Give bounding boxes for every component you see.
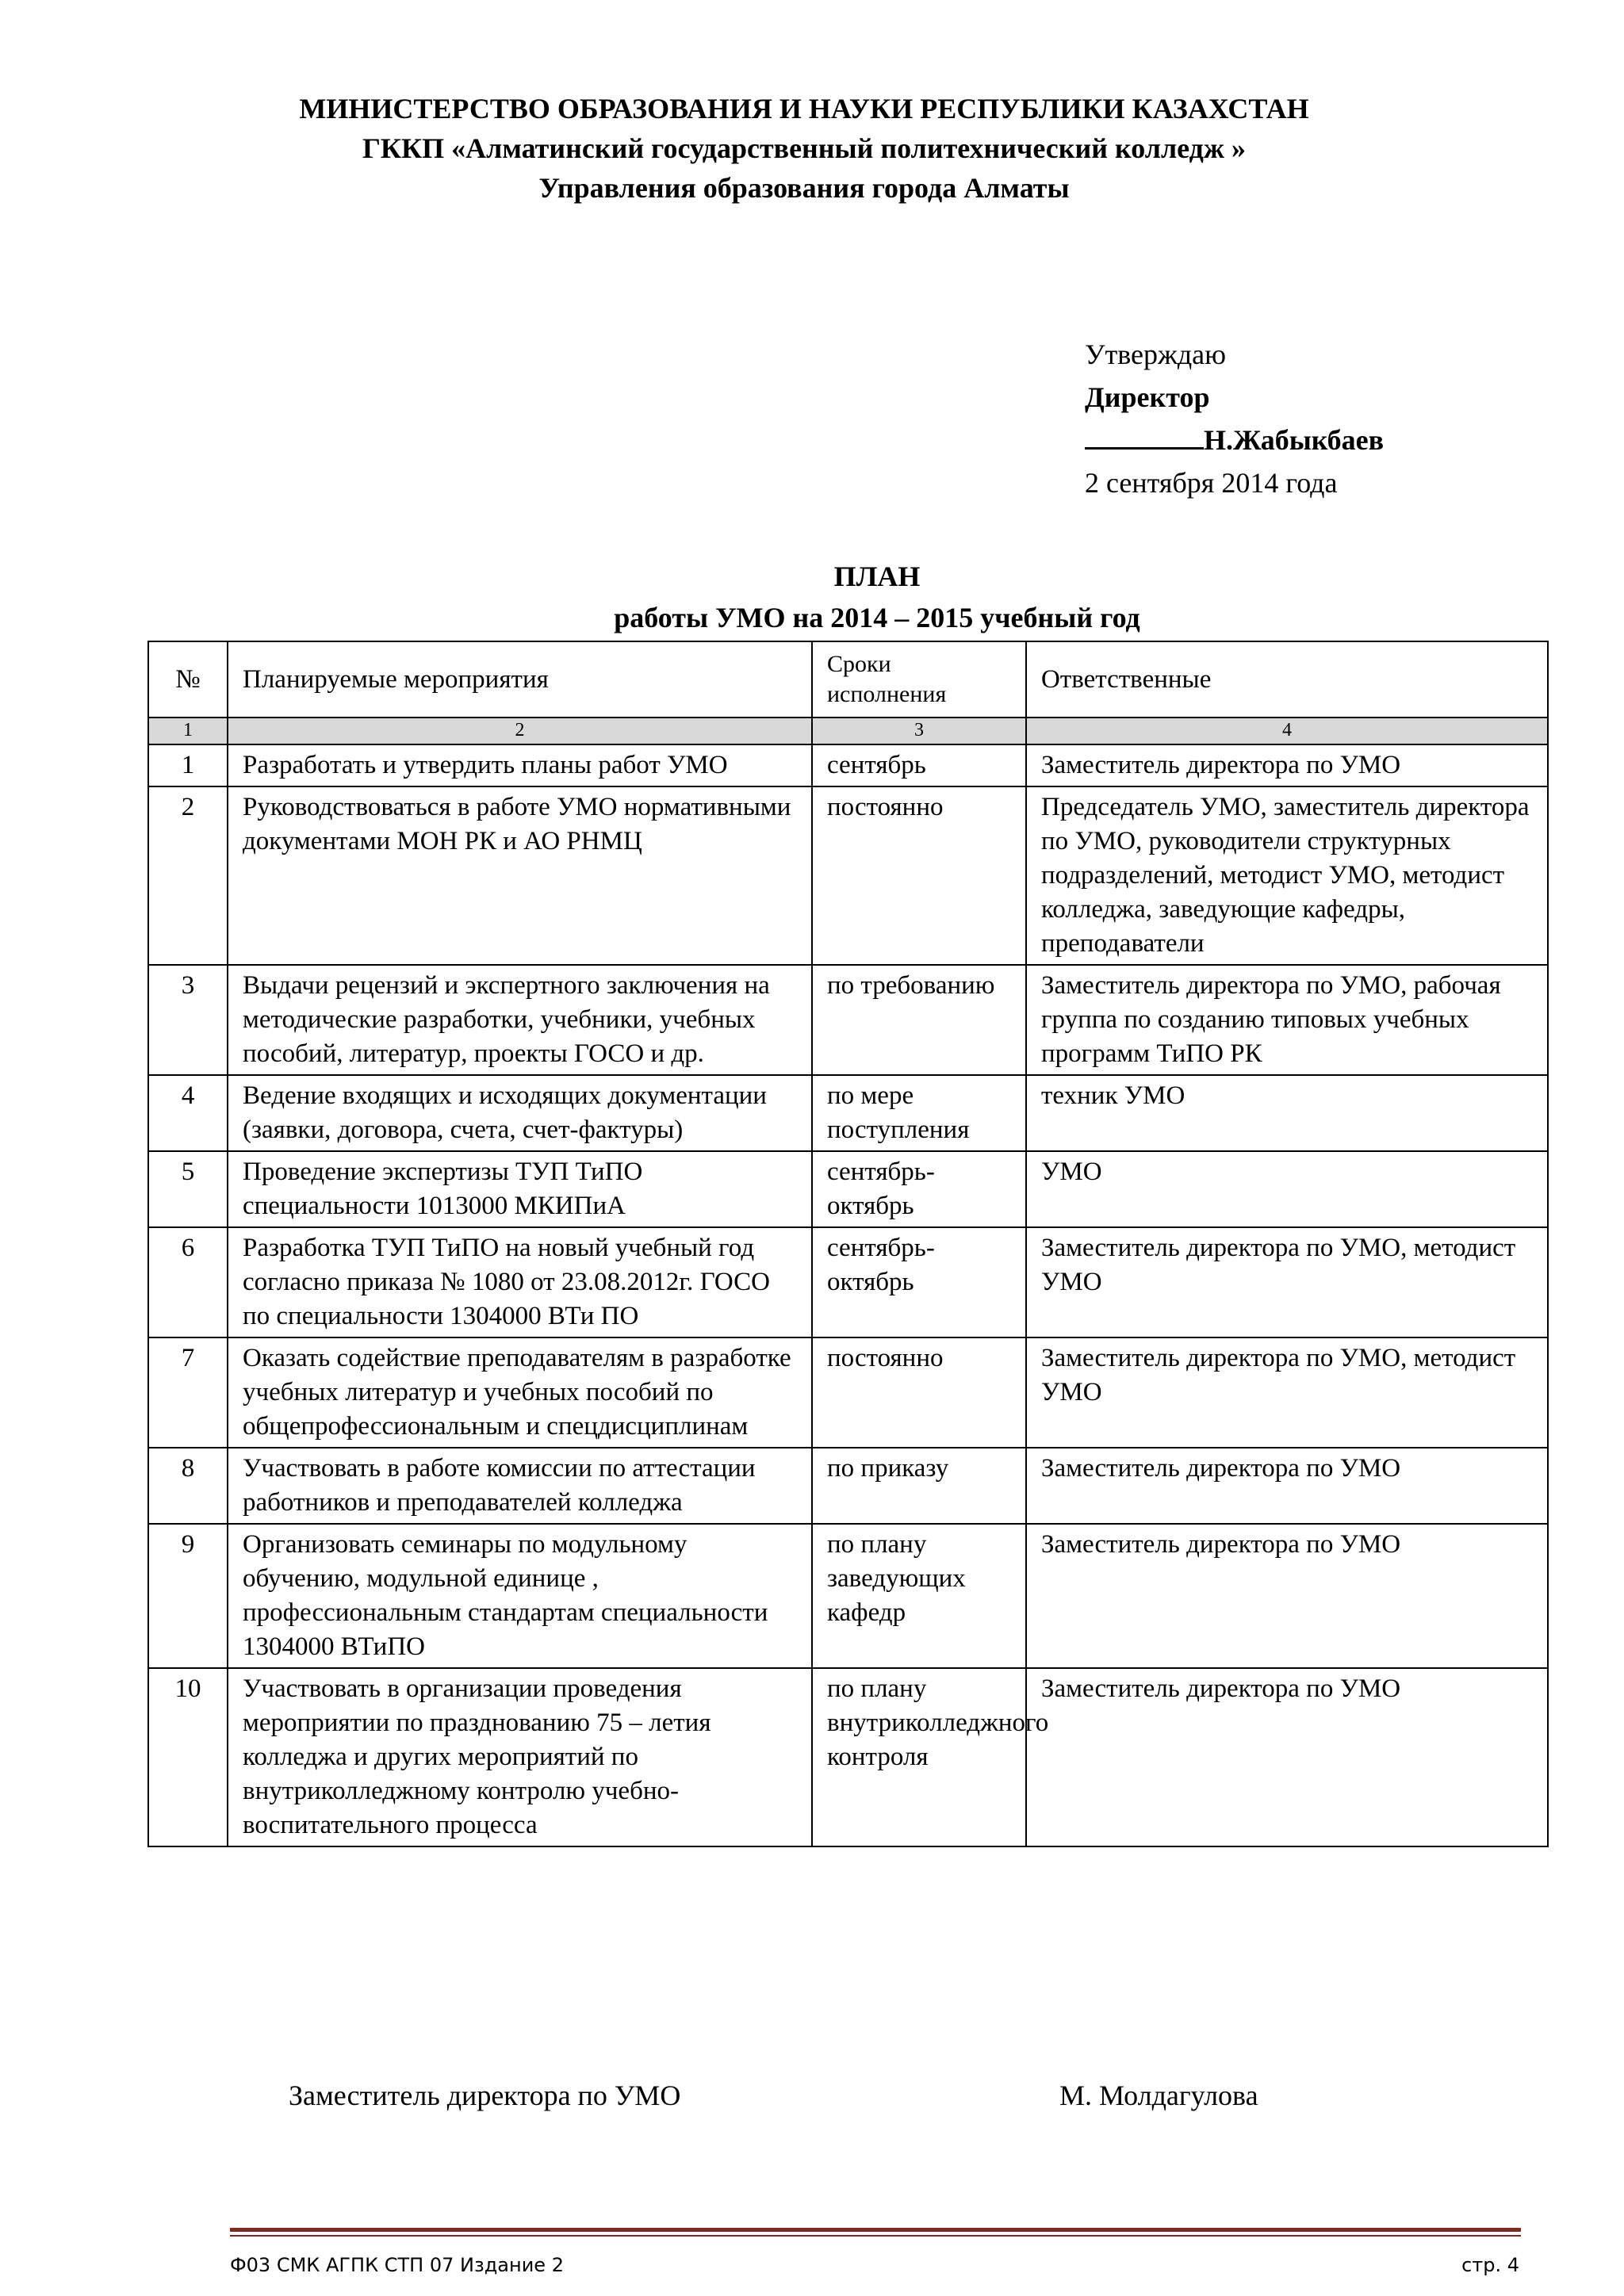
row-event: Разработать и утвердить планы работ УМО (228, 744, 812, 786)
table-row (148, 744, 1548, 786)
footer-rule-thick (230, 2228, 1521, 2232)
row-term: по требованию (812, 965, 1026, 1075)
header-term: Сроки исполнения (812, 641, 1026, 718)
row-number: 6 (148, 1227, 228, 1337)
header-event: Планируемые мероприятия (228, 641, 812, 718)
table-row (148, 1227, 1548, 1337)
table-row (148, 965, 1548, 1075)
column-index: 2 (228, 718, 812, 744)
row-responsible: Заместитель директора по УМО (1026, 1668, 1548, 1846)
row-number: 7 (148, 1337, 228, 1448)
plan-title: ПЛАН (833, 561, 921, 592)
row-event: Разработка ТУП ТиПО на новый учебный год согласно приказа № 1080 от 23.08.2012г. ГОСО по специальности 1304000 ВТи ПО (228, 1227, 812, 1337)
table-row (148, 1668, 1548, 1846)
approval-label: Утверждаю (1085, 339, 1227, 370)
row-event: Руководствоваться в работе УМО нормативными документами МОН РК и АО РНМЦ (228, 786, 812, 965)
row-responsible: УМО (1026, 1151, 1548, 1227)
column-index: 4 (1026, 718, 1548, 744)
row-term: сентябрь-октябрь (812, 1151, 1026, 1227)
row-number: 8 (148, 1448, 228, 1524)
row-responsible: Заместитель директора по УМО, рабочая группа по созданию типовых учебных программ ТиПО РК (1026, 965, 1548, 1075)
table-row (148, 1075, 1548, 1151)
signature-position: Заместитель директора по УМО (289, 2080, 681, 2111)
row-number: 4 (148, 1075, 228, 1151)
approval-position: Директор (1085, 381, 1210, 413)
row-number: 3 (148, 965, 228, 1075)
ministry-title: МИНИСТЕРСТВО ОБРАЗОВАНИЯ И НАУКИ РЕСПУБЛИКИ КАЗАХСТАН (299, 93, 1309, 124)
row-number: 2 (148, 786, 228, 965)
row-event: Оказать содействие преподавателям в разработке учебных литератур и учебных пособий по общепрофессиональным и спецдисциплинам (228, 1337, 812, 1448)
row-event: Участвовать в работе комиссии по аттестации работников и преподавателей колледжа (228, 1448, 812, 1524)
row-number: 5 (148, 1151, 228, 1227)
row-responsible: Заместитель директора по УМО (1026, 1448, 1548, 1524)
row-event: Ведение входящих и исходящих документации (заявки, договора, счета, счет-фактуры) (228, 1075, 812, 1151)
department-title: Управления образования города Алматы (538, 172, 1070, 204)
footer-page-number: стр. 4 (1461, 2254, 1519, 2276)
column-index: 3 (812, 718, 1026, 744)
row-term: по плану внутриколледжного контроля (812, 1668, 1026, 1846)
college-title: ГККП «Алматинский государственный политехнический колледж » (362, 132, 1246, 164)
table-row (148, 1337, 1548, 1448)
row-responsible: Заместитель директора по УМО, методист УМО (1026, 1227, 1548, 1337)
row-term: по плану заведующих кафедр (812, 1524, 1026, 1668)
row-number: 10 (148, 1668, 228, 1846)
signature-name: М. Молдагулова (1059, 2080, 1258, 2111)
table-row (148, 786, 1548, 965)
row-term: по мере поступления (812, 1075, 1026, 1151)
header-responsible: Ответственные (1026, 641, 1548, 718)
row-term: постоянно (812, 1337, 1026, 1448)
document-header (147, 89, 1461, 208)
row-event: Проведение экспертизы ТУП ТиПО специальности 1013000 МКИПиА (228, 1151, 812, 1227)
row-term: по приказу (812, 1448, 1026, 1524)
footer-rule-thin (230, 2235, 1521, 2237)
row-number: 1 (148, 744, 228, 786)
signature-underline (1085, 419, 1204, 450)
row-term: сентябрь (812, 744, 1026, 786)
approval-signature-line (1085, 419, 1384, 461)
plan-subtitle: работы УМО на 2014 – 2015 учебный год (614, 602, 1140, 633)
table-row (148, 1448, 1548, 1524)
row-responsible: Заместитель директора по УМО (1026, 744, 1548, 786)
header-number: № (148, 641, 228, 718)
row-term: постоянно (812, 786, 1026, 965)
column-index-row (148, 718, 1548, 744)
approval-block (1085, 333, 1384, 504)
row-number: 9 (148, 1524, 228, 1668)
footer-document-code: Ф03 СМК АГПК СТП 07 Издание 2 (230, 2254, 564, 2276)
approval-date: 2 сентября 2014 года (1085, 467, 1338, 499)
row-responsible: техник УМО (1026, 1075, 1548, 1151)
director-name: Н.Жабыкбаев (1204, 424, 1385, 456)
row-event: Организовать семинары по модульному обучению, модульной единице , профессиональным стандартам специальности 1304000 ВТиПО (228, 1524, 812, 1668)
row-responsible: Заместитель директора по УМО (1026, 1524, 1548, 1668)
plan-table (147, 641, 1549, 1847)
row-event: Участвовать в организации проведения мероприятии по празднованию 75 – летия колледжа и других мероприятий по внутриколледжному контролю учебно-воспитательного процесса (228, 1668, 812, 1846)
row-term: сентябрь-октябрь (812, 1227, 1026, 1337)
row-responsible: Заместитель директора по УМО, методист УМО (1026, 1337, 1548, 1448)
column-index: 1 (148, 718, 228, 744)
table-row (148, 1524, 1548, 1668)
table-header-row (148, 641, 1548, 718)
table-row (148, 1151, 1548, 1227)
row-event: Выдачи рецензий и экспертного заключения на методические разработки, учебники, учебных пособий, литератур, проекты ГОСО и др. (228, 965, 812, 1075)
row-responsible: Председатель УМО, заместитель директора по УМО, руководители структурных подразделений, методист УМО, методист колледжа, заведующие кафедры, преподаватели (1026, 786, 1548, 965)
